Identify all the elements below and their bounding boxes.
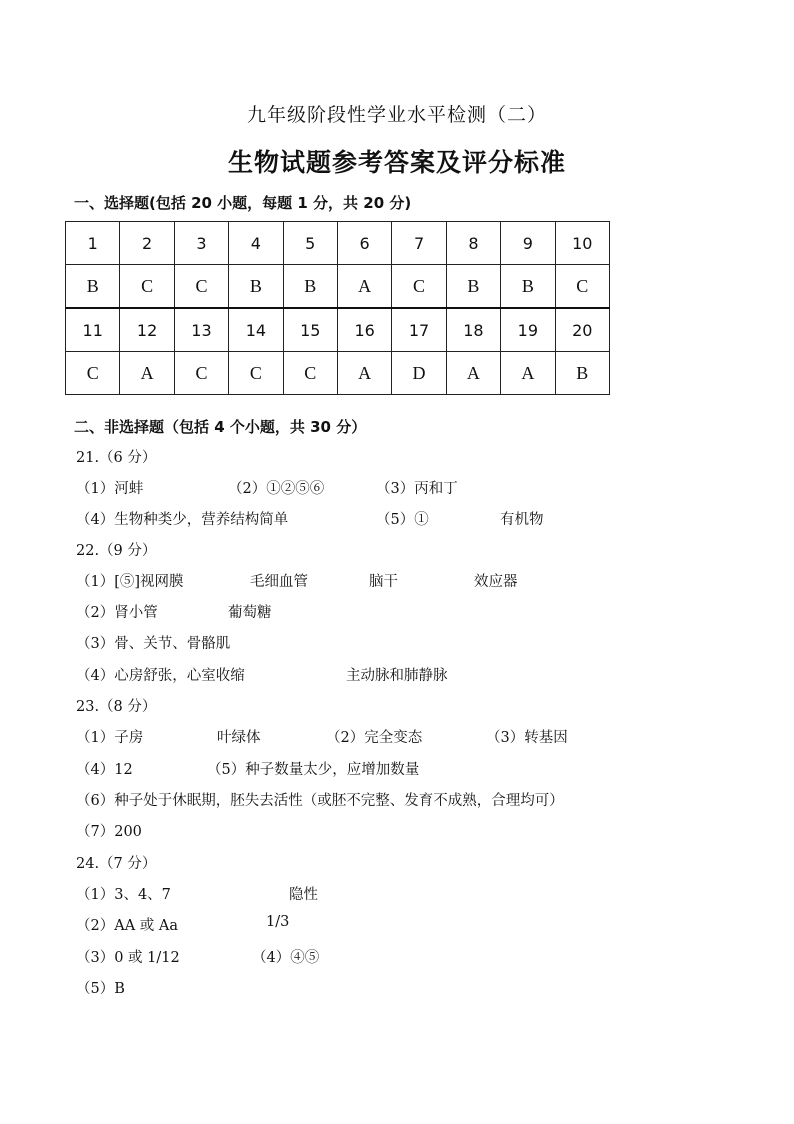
answer-cell: B [283, 265, 337, 309]
q23-answer: （3）转基因 [486, 730, 568, 746]
answer-cell: C [229, 352, 283, 395]
question-number: 19 [501, 308, 555, 352]
q23-answer: （7）200 [76, 824, 142, 840]
question-number: 17 [392, 308, 446, 352]
answer-cell: B [66, 265, 120, 309]
q24-answer: （1）3、4、7 [76, 887, 171, 903]
q23-title-text: 23.（8 分） [76, 699, 157, 715]
answer-row [66, 352, 610, 395]
q24-answer: 1/3 [266, 914, 290, 930]
answer-cell: A [120, 352, 174, 395]
question-number: 5 [283, 222, 337, 265]
question-number: 4 [229, 222, 283, 265]
question-number: 8 [446, 222, 500, 265]
question-number: 14 [229, 308, 283, 352]
answer-cell: C [555, 265, 609, 309]
document-title: 九年级阶段性学业水平检测（二） [246, 104, 547, 126]
q24-answer: （5）B [76, 981, 125, 997]
question-number: 3 [174, 222, 228, 265]
q23-answer: （4）12 [76, 762, 133, 778]
answer-cell: C [283, 352, 337, 395]
question-number-row [66, 222, 610, 265]
q23-answer: （2）完全变态 [326, 730, 423, 746]
q22-answer: 毛细血管 [250, 574, 308, 590]
answer-cell: A [337, 352, 391, 395]
answer-cell: B [446, 265, 500, 309]
answer-cell: C [392, 265, 446, 309]
answer-cell: A [337, 265, 391, 309]
q24-answer: （4）④⑤ [252, 950, 320, 966]
question-number: 6 [337, 222, 391, 265]
answer-cell: C [174, 265, 228, 309]
q21-answer: （2）①②⑤⑥ [228, 481, 325, 497]
q21-answer: （1）河蚌 [76, 481, 144, 497]
section-2-heading: 二、非选择题（包括 4 个小题，共 30 分） [74, 418, 367, 436]
answer-row [66, 265, 610, 309]
answer-cell: C [120, 265, 174, 309]
question-number: 13 [174, 308, 228, 352]
q22-answer: （2）肾小管 [76, 605, 158, 621]
q22-answer: 主动脉和肺静脉 [346, 668, 448, 684]
document-subtitle: 生物试题参考答案及评分标准 [227, 148, 566, 177]
q21-answer: 有机物 [500, 512, 544, 528]
question-number: 15 [283, 308, 337, 352]
q21-title-text: 21.（6 分） [76, 450, 157, 466]
q22-title-text: 22.（9 分） [76, 543, 157, 559]
answer-cell: A [446, 352, 500, 395]
answer-cell: B [501, 265, 555, 309]
question-number: 2 [120, 222, 174, 265]
answer-cell: B [555, 352, 609, 395]
q23-answer: （1）子房 [76, 730, 144, 746]
q22-answer: 葡萄糖 [228, 605, 272, 621]
answer-cell: B [229, 265, 283, 309]
q21-answer: （4）生物种类少，营养结构简单 [76, 512, 289, 528]
question-number: 7 [392, 222, 446, 265]
question-number: 12 [120, 308, 174, 352]
question-number: 18 [446, 308, 500, 352]
q24-answer: 隐性 [289, 887, 318, 903]
q24-answer: （3）0 或 1/12 [76, 950, 180, 966]
question-number: 10 [555, 222, 609, 265]
answer-cell: A [501, 352, 555, 395]
q23-answer: （6）种子处于休眠期，胚失去活性（或胚不完整、发育不成熟，合理均可） [76, 793, 564, 809]
q22-answer: 脑干 [369, 574, 398, 590]
answer-table [65, 221, 610, 395]
question-number: 9 [501, 222, 555, 265]
q21-answer: （3）丙和丁 [376, 481, 458, 497]
q22-answer: （4）心房舒张，心室收缩 [76, 668, 245, 684]
q23-answer: （5）种子数量太少，应增加数量 [207, 762, 420, 778]
question-number: 16 [337, 308, 391, 352]
question-number: 20 [555, 308, 609, 352]
q24-title-text: 24.（7 分） [76, 856, 157, 872]
section-1-heading: 一、选择题(包括 20 小题，每题 1 分，共 20 分) [74, 194, 412, 212]
q23-answer: 叶绿体 [217, 730, 261, 746]
q22-answer: （1）[⑤]视网膜 [76, 574, 184, 590]
question-number: 11 [66, 308, 120, 352]
question-number: 1 [66, 222, 120, 265]
q21-answer: （5）① [376, 512, 429, 528]
q22-answer: （3）骨、关节、骨骼肌 [76, 636, 231, 652]
question-number-row [66, 308, 610, 352]
q24-answer: （2）AA 或 Aa [76, 918, 179, 934]
q22-answer: 效应器 [474, 574, 518, 590]
answer-cell: C [66, 352, 120, 395]
answer-cell: C [174, 352, 228, 395]
answer-cell: D [392, 352, 446, 395]
